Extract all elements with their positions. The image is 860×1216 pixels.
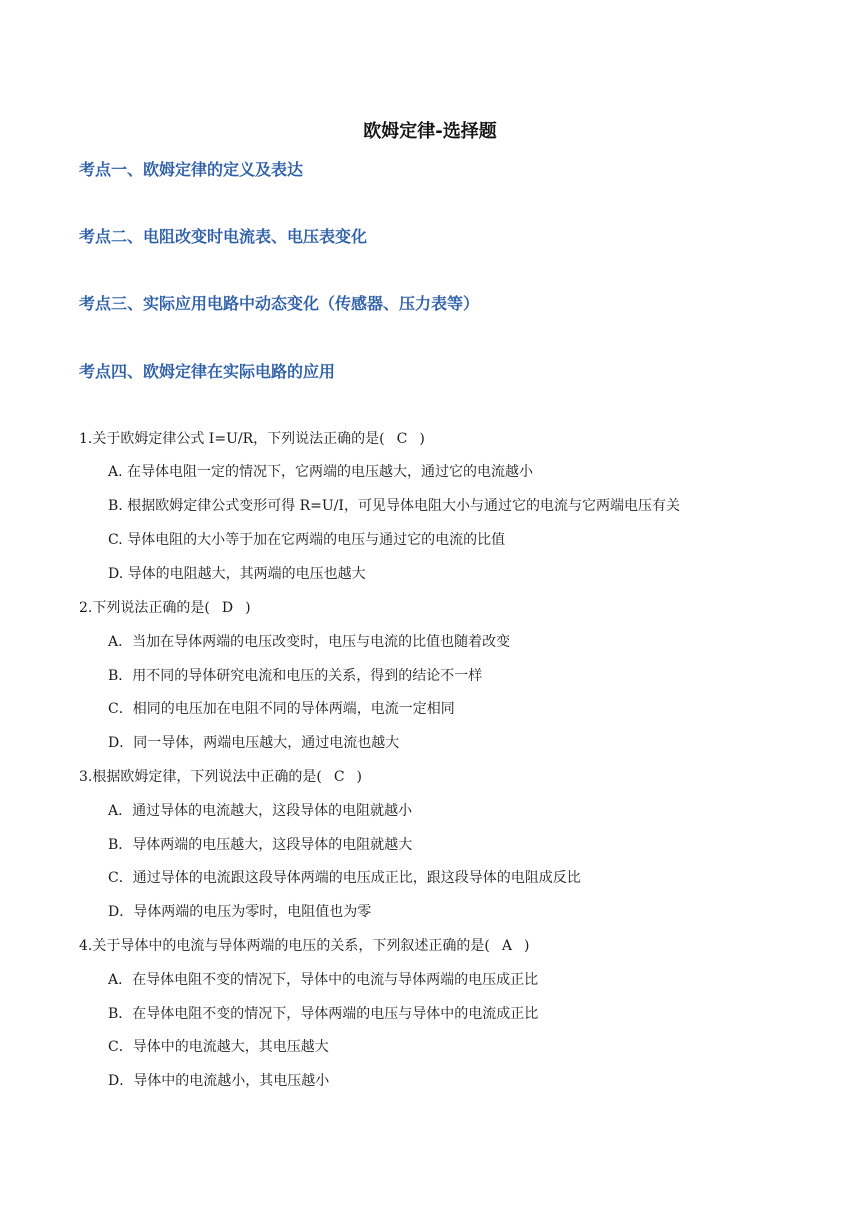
question-3-stem <box>79 766 362 786</box>
question-2-option-d: D．同一导体，两端电压越大，通过电流也越大 <box>108 735 400 751</box>
question-1-option-b: B. 根据欧姆定律公式变形可得 R=U/I，可见导体电阻大小与通过它的电流与它两端电压有关 <box>108 498 680 514</box>
question-3-option-c: C．通过导体的电流跟这段导体两端的电压成正比，跟这段导体的电阻成反比 <box>108 870 581 886</box>
question-3-option-d: D．导体两端的电压为零时，电阻值也为零 <box>108 904 372 920</box>
question-2-option-c: C．相同的电压加在电阻不同的导体两端，电流一定相同 <box>108 701 455 717</box>
question-4-option-b: B．在导体电阻不变的情况下，导体两端的电压与导体中的电流成正比 <box>108 1006 539 1022</box>
question-2-stem <box>79 597 251 617</box>
question-2-option-b: B．用不同的导体研究电流和电压的关系，得到的结论不一样 <box>108 668 483 684</box>
question-stem-close: ) <box>356 769 363 785</box>
question-stem-text: 4.关于导体中的电流与导体两端的电压的关系，下列叙述正确的是( <box>79 938 490 954</box>
question-1-stem <box>79 428 425 448</box>
question-stem-close: ) <box>523 938 530 954</box>
question-stem-close: ) <box>245 600 251 616</box>
question-4-option-d: D．导体中的电流越小，其电压越小 <box>108 1073 330 1089</box>
question-3-option-b: B．导体两端的电压越大，这段导体的电阻就越大 <box>108 837 413 853</box>
question-answer: C <box>333 769 345 785</box>
question-answer: D <box>221 600 234 616</box>
question-answer: C <box>396 431 408 447</box>
section-heading-4: 考点四、欧姆定律在实际电路的应用 <box>79 362 336 381</box>
question-4-stem <box>79 935 529 955</box>
question-1-option-d: D. 导体的电阻越大，其两端的电压也越大 <box>108 566 366 582</box>
question-answer: A <box>501 938 512 954</box>
section-heading-1: 考点一、欧姆定律的定义及表达 <box>79 160 304 179</box>
question-2-option-a: A．当加在导体两端的电压改变时，电压与电流的比值也随着改变 <box>108 634 511 650</box>
question-4-option-c: C．导体中的电流越大，其电压越大 <box>108 1039 329 1055</box>
question-4-option-a: A．在导体电阻不变的情况下，导体中的电流与导体两端的电压成正比 <box>108 972 539 988</box>
question-1-option-c: C. 导体电阻的大小等于加在它两端的电压与通过它的电流的比值 <box>108 532 506 548</box>
question-stem-text: 3.根据欧姆定律，下列说法中正确的是( <box>79 769 322 785</box>
page-title: 欧姆定律-选择题 <box>363 121 497 142</box>
question-3-option-a: A．通过导体的电流越大，这段导体的电阻就越小 <box>108 803 413 819</box>
section-heading-2: 考点二、电阻改变时电流表、电压表变化 <box>79 227 368 246</box>
question-stem-text: 1.关于欧姆定律公式 I=U/R，下列说法正确的是( <box>79 431 385 447</box>
section-heading-3: 考点三、实际应用电路中动态变化（传感器、压力表等） <box>79 294 480 313</box>
question-stem-close: ) <box>419 431 425 447</box>
question-stem-text: 2.下列说法正确的是( <box>79 600 210 616</box>
question-1-option-a: A. 在导体电阻一定的情况下，它两端的电压越大，通过它的电流越小 <box>108 464 534 480</box>
